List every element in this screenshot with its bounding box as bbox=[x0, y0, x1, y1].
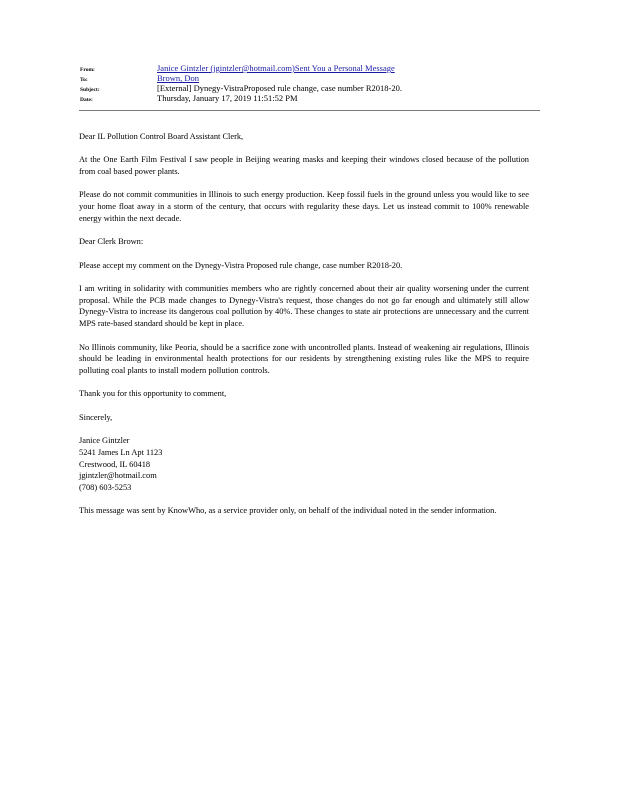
date-row bbox=[80, 93, 540, 103]
from-label: From: bbox=[80, 67, 95, 73]
paragraph-film-festival: At the One Earth Film Festival I saw people in Beijing wearing masks and keeping their windows closed because of the pollution from coal based power plants. bbox=[79, 155, 529, 177]
to-link[interactable]: Brown, Don bbox=[157, 73, 200, 83]
signature-address-1: 5241 James Ln Apt 1123 bbox=[79, 447, 163, 457]
salutation-brown: Dear Clerk Brown: bbox=[79, 237, 144, 247]
to-row bbox=[80, 73, 540, 83]
paragraph-solidarity: I am writing in solidarity with communities members who are rightly concerned about their air quality worsening under the current proposal. While the PCB made changes to Dynegy-Vistra's request, those changes do not go far enough and ultimately still allow Dynegy-Vistra to increase its dangerous coal pollution by 40%. These changes to state air protections are unnecessary and the current MPS rate-based standard should be kept in place. bbox=[79, 284, 529, 329]
footer-note: This message was sent by KnowWho, as a service provider only, on behalf of the individual noted in the sender information. bbox=[79, 506, 497, 516]
subject-value: [External] Dynegy-VistraProposed rule change, case number R2018-20. bbox=[157, 83, 402, 93]
signature-block bbox=[79, 435, 529, 494]
subject-label: Subject: bbox=[80, 87, 100, 93]
to-label: To: bbox=[80, 77, 88, 83]
signature-name: Janice Gintzler bbox=[79, 436, 130, 446]
from-row bbox=[80, 63, 540, 73]
paragraph-sacrifice-zone: No Illinois community, like Peoria, should be a sacrifice zone with uncontrolled plants. Instead of weakening air regulations, Illinois should be leading in environmental health protections for our residents by strengthening existing rules like the MPS to require polluting coal plants to install modern pollution controls. bbox=[79, 342, 529, 375]
message-body bbox=[79, 131, 529, 529]
signature-phone: (708) 603-5253 bbox=[79, 482, 132, 492]
paragraph-thanks: Thank you for this opportunity to comment, bbox=[79, 389, 227, 399]
header-divider bbox=[79, 110, 540, 111]
paragraph-comment: Please accept my comment on the Dynegy-Vistra Proposed rule change, case number R2018-20. bbox=[79, 260, 403, 270]
date-value: Thursday, January 17, 2019 11:51:52 PM bbox=[157, 93, 298, 103]
salutation-clerk: Dear IL Pollution Control Board Assistant Clerk, bbox=[79, 132, 244, 141]
signature-address-2: Crestwood, IL 60418 bbox=[79, 459, 151, 469]
subject-row bbox=[80, 83, 540, 93]
from-link[interactable]: Janice Gintzler (jgintzler@hotmail.com)Sent You a Personal Message bbox=[157, 63, 395, 73]
signature-email: jgintzler@hotmail.com bbox=[79, 471, 157, 481]
paragraph-energy: Please do not commit communities in Illinois to such energy production. Keep fossil fuels in the ground unless you would like to see your home float away in a storm of the century, that occurs with regularity these days. Let us instead commit to 100% renewable energy within the next decade. bbox=[79, 190, 529, 223]
closing: Sincerely, bbox=[79, 412, 113, 422]
email-header bbox=[80, 63, 540, 103]
date-label: Date: bbox=[80, 97, 93, 103]
